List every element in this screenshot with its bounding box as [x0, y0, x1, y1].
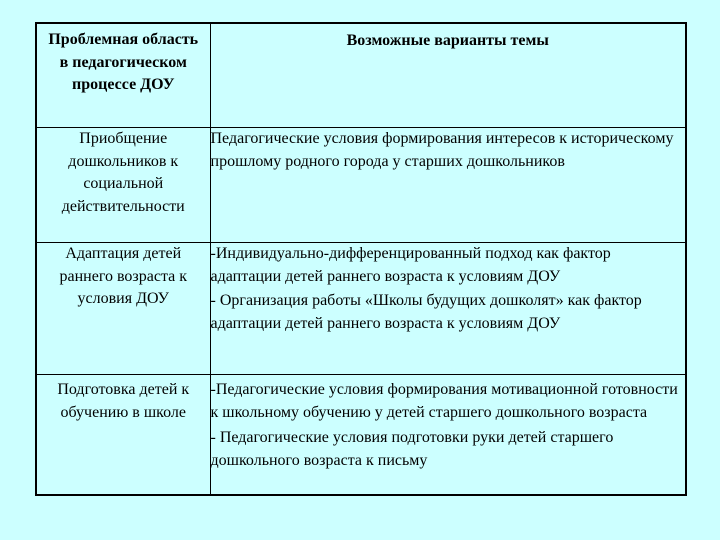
- topic-cell: [210, 243, 686, 375]
- table-row: [36, 128, 686, 243]
- topic-item: - Организация работы «Школы будущих дошколят» как фактор адаптации детей раннего возраста к условиям ДОУ: [210, 292, 642, 332]
- topic-cell: [210, 128, 686, 243]
- topic-item: -Педагогические условия формирования мотивационной готовности к школьному обучению у детей старшего дошкольного возраста: [210, 381, 678, 421]
- topic-item: - Педагогические условия подготовки руки детей старшего дошкольного возраста к письму: [210, 429, 614, 469]
- table-row: [36, 375, 686, 496]
- topics-table: [35, 22, 687, 496]
- problem-area-cell: Приобщение дошкольников к социальной действительности: [36, 128, 210, 243]
- topic-cell: [210, 375, 686, 496]
- topic-item: -Индивидуально-дифференцированный подход как фактор адаптации детей раннего возраста к условиям ДОУ: [210, 245, 611, 285]
- header-topic-options: Возможные варианты темы: [210, 23, 686, 128]
- topic-item: Педагогические условия формирования интересов к историческому прошлому родного города у старших дошкольников: [210, 130, 674, 170]
- problem-area-cell: Адаптация детей раннего возраста к условия ДОУ: [36, 243, 210, 375]
- table-row: [36, 243, 686, 375]
- header-problem-area: Проблемная область в педагогическом процессе ДОУ: [36, 23, 210, 128]
- table-header-row: [36, 23, 686, 128]
- problem-area-cell: Подготовка детей к обучению в школе: [36, 375, 210, 496]
